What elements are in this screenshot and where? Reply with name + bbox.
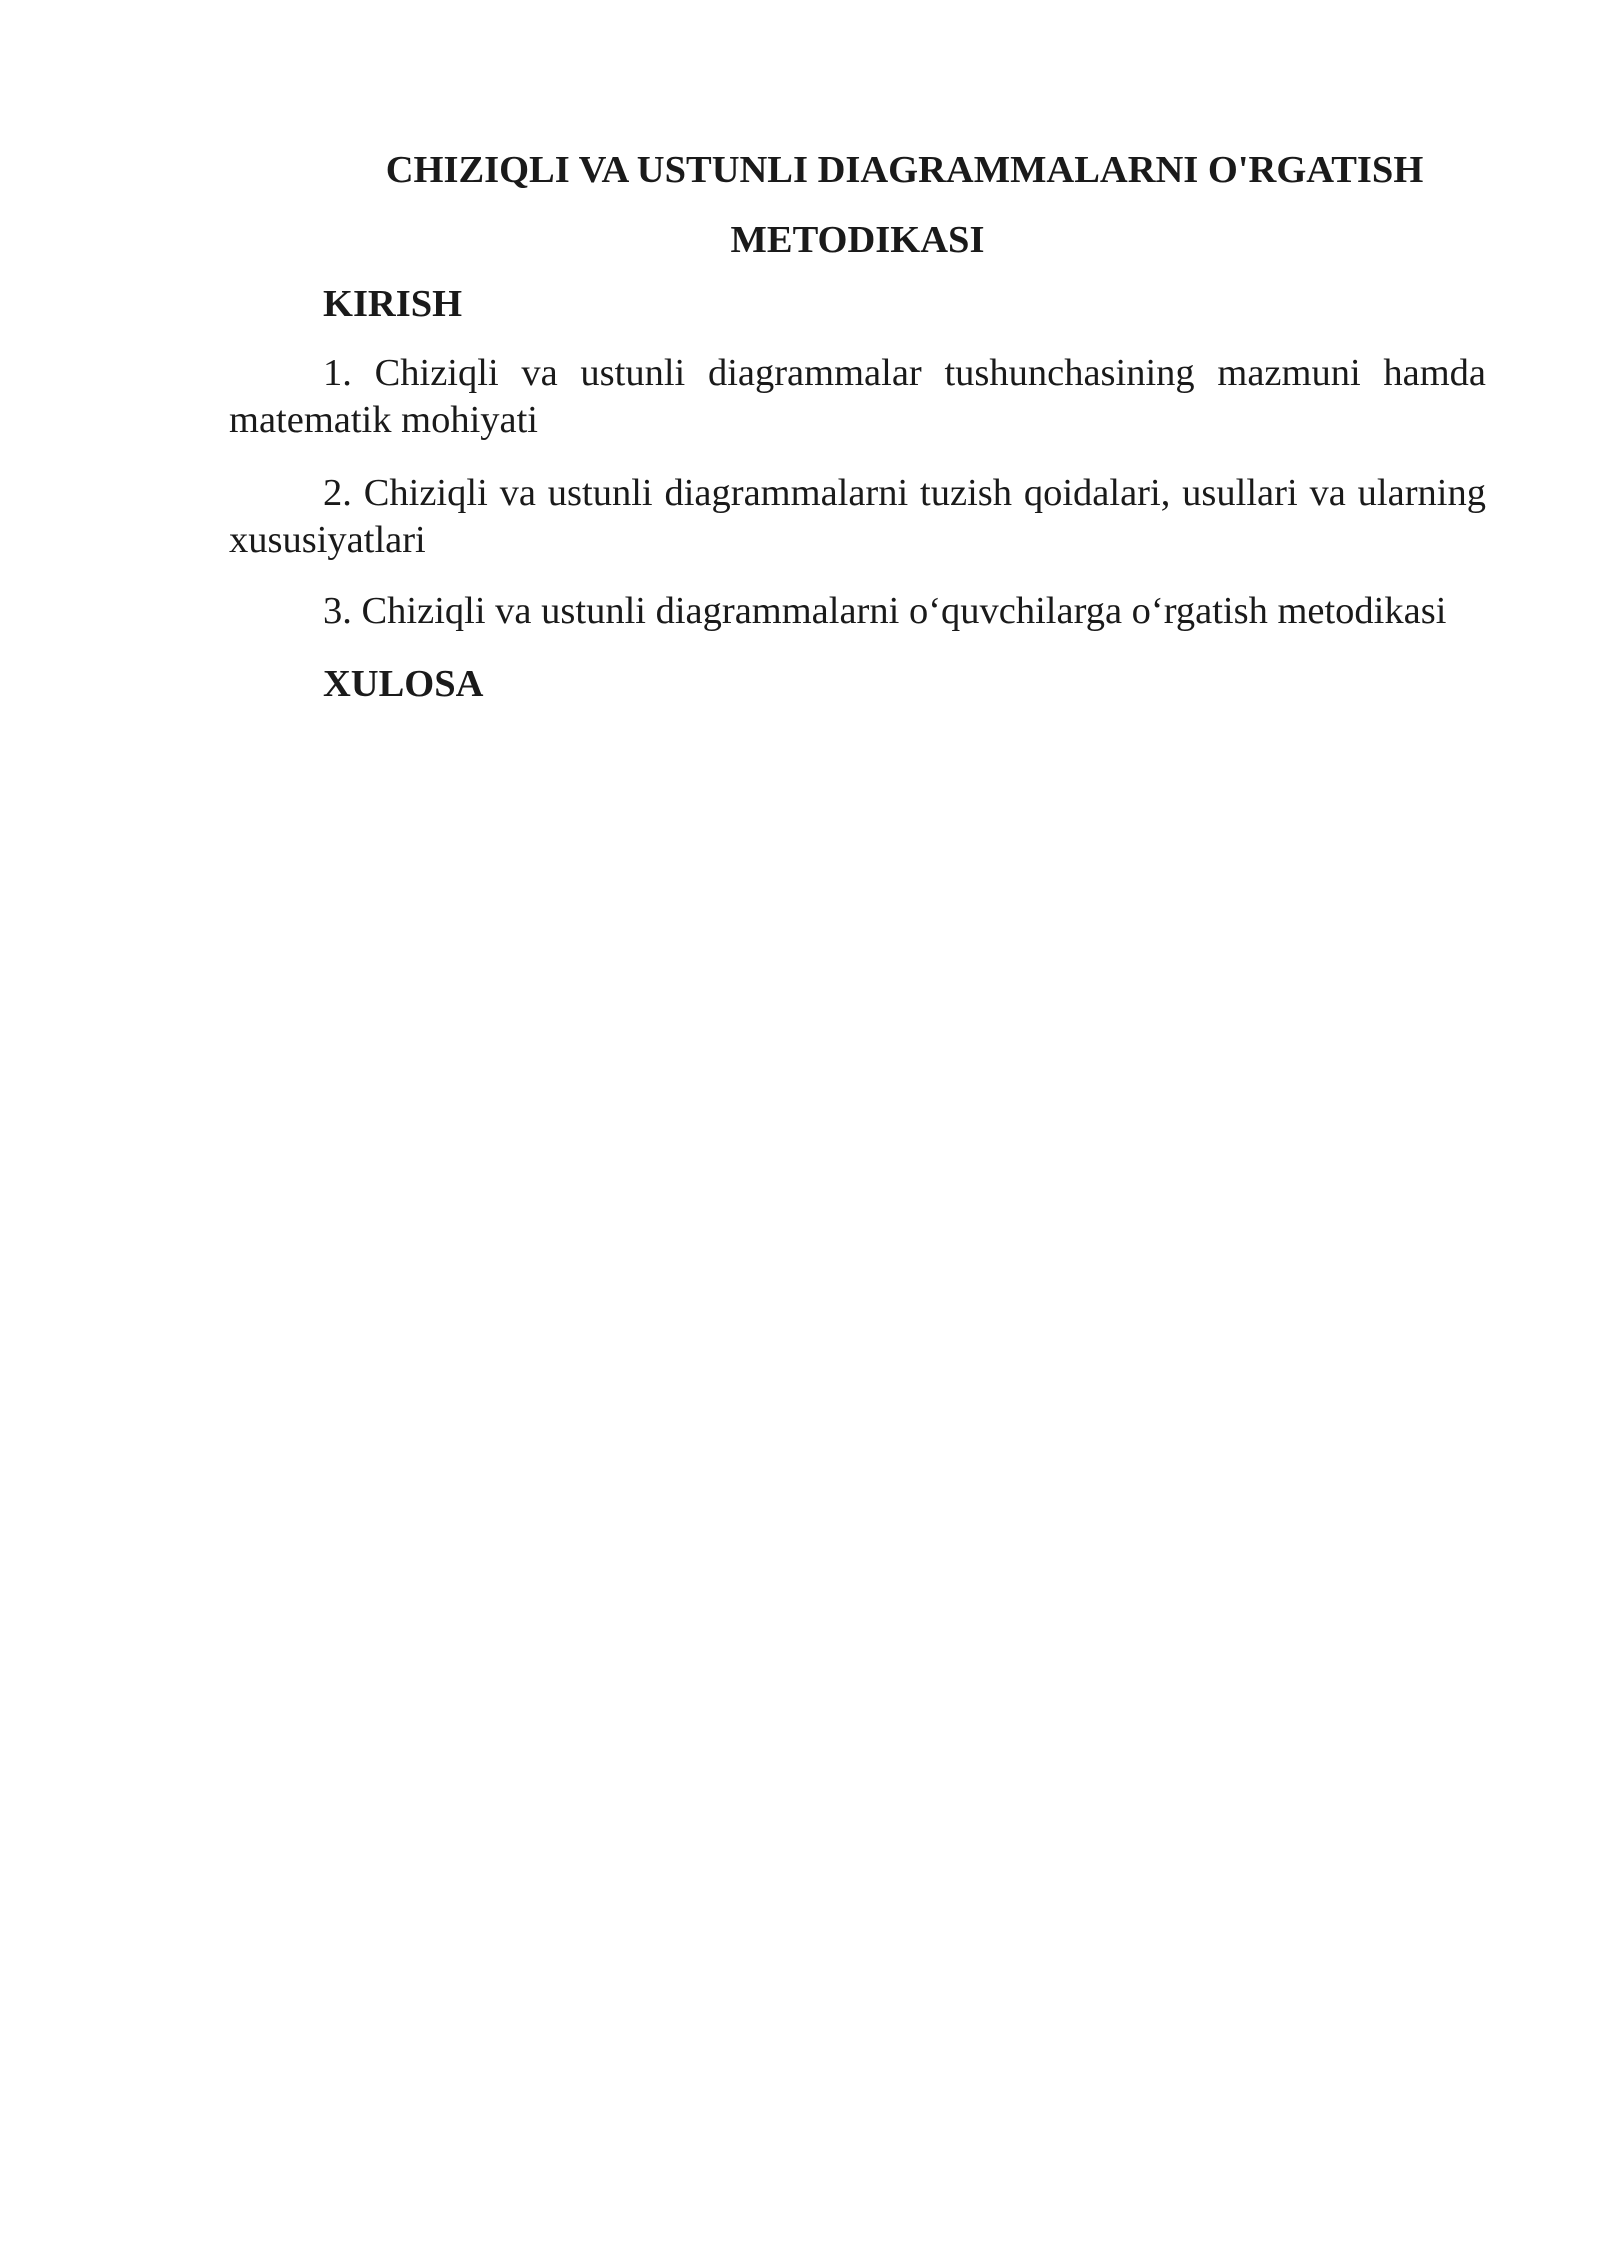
outline-item-1-line-1: 1. Chiziqli va ustunli diagrammalar tushunchasining mazmuni hamda xyxy=(323,352,1486,394)
xulosa-heading: XULOSA xyxy=(323,663,484,705)
kirish-heading: KIRISH xyxy=(323,283,463,325)
document-title-line-1: CHIZIQLI VA USTUNLI DIAGRAMMALARNI O'RGATISH xyxy=(385,149,1424,191)
outline-item-2-line-1: 2. Chiziqli va ustunli diagrammalarni tuzish qoidalari, usullari va ularning xyxy=(323,472,1486,514)
document-title xyxy=(229,135,1486,275)
outline-item-3 xyxy=(229,588,1486,635)
outline-item-1-line-2: matematik mohiyati xyxy=(229,399,538,441)
document-title-line-2: METODIKASI xyxy=(730,219,985,261)
outline-item-1 xyxy=(229,350,1486,444)
outline-item-2 xyxy=(229,470,1486,564)
outline-item-2-line-2: xususiyatlari xyxy=(229,519,426,561)
outline-item-3-line-1: 3. Chiziqli va ustunli diagrammalarni o‘quvchilarga o‘rgatish metodikasi xyxy=(323,590,1447,632)
